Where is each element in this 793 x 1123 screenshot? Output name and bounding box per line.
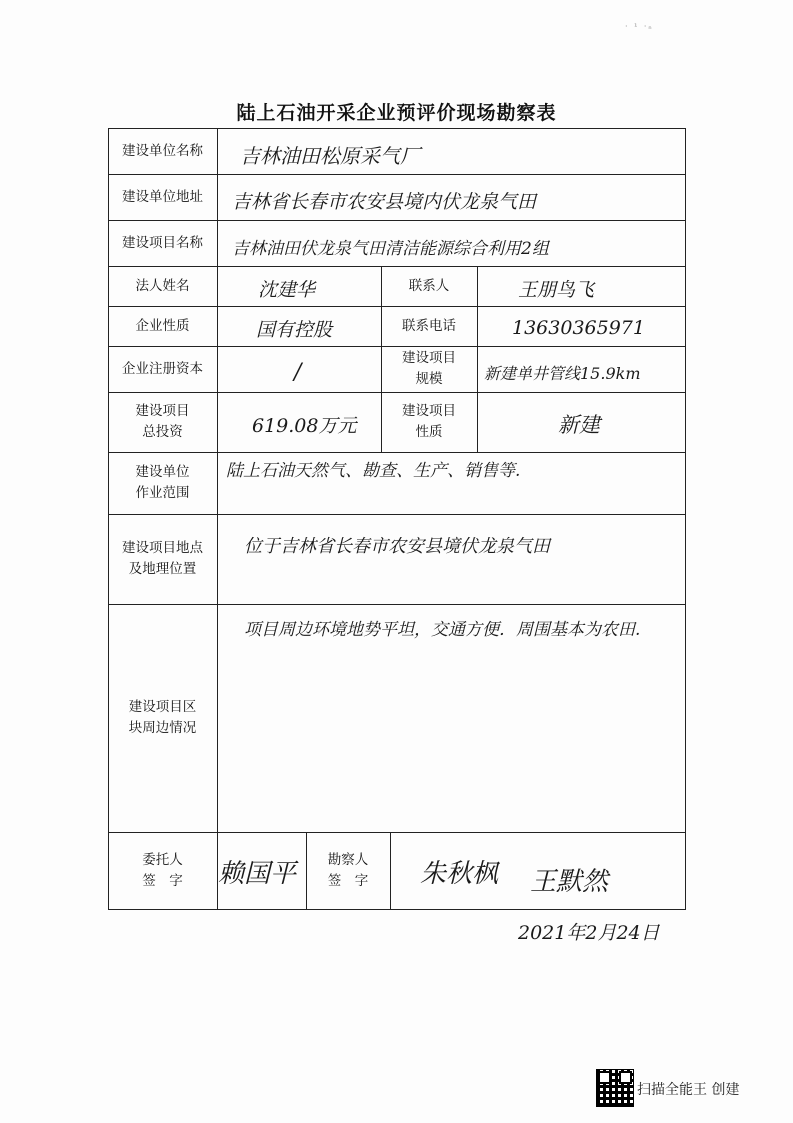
investment-label-line1: 建设项目 — [135, 403, 190, 419]
location-label-line2: 及地理位置 — [128, 561, 197, 577]
location-label-line1: 建设项目地点 — [122, 540, 203, 556]
scale-label-line1: 建设项目 — [402, 350, 456, 366]
surroundings-label-line2: 块周边情况 — [128, 720, 197, 736]
investment-label — [108, 392, 217, 452]
location-value: 位于吉林省长春市农安县境伏龙泉气田 — [244, 536, 550, 557]
column-divider — [217, 128, 218, 910]
column-divider — [390, 832, 391, 910]
nature-value: 新建 — [558, 413, 600, 437]
client-label-line1: 委托人 — [142, 852, 183, 868]
capital-label: 企业注册资本 — [122, 360, 203, 377]
page-title: 陆上石油开采企业预评价现场勘察表 — [236, 102, 557, 124]
work-scope-label — [108, 452, 217, 514]
client-signature-label — [108, 832, 217, 910]
enterprise-type-label: 企业性质 — [135, 317, 190, 334]
nature-label-line2: 性质 — [415, 424, 443, 440]
legal-person-value: 沈建华 — [258, 278, 316, 301]
scale-value: 新建单井管线15.9km — [484, 363, 641, 383]
surveyor-signature-label — [306, 832, 390, 910]
contact-label: 联系人 — [408, 277, 450, 294]
nature-label-line1: 建设项目 — [402, 403, 456, 419]
surveyor-signature-1: 朱秋枫 — [420, 858, 499, 889]
work-scope-value: 陆上石油天然气、勘查、生产、销售等. — [226, 460, 521, 481]
surveyor-label-line1: 勘察人 — [327, 852, 369, 868]
qr-code-icon — [596, 1069, 634, 1107]
contact-value: 王朋鸟飞 — [518, 278, 595, 301]
investment-label-line2: 总投资 — [142, 424, 183, 440]
unit-name-value: 吉林油田松原采气厂 — [240, 143, 420, 168]
legal-person-label: 法人姓名 — [135, 277, 190, 294]
signing-date: 2021年2月24日 — [518, 922, 660, 944]
investment-value: 619.08万元 — [252, 414, 357, 437]
scale-label — [381, 346, 477, 392]
scale-label-line2: 规模 — [415, 371, 443, 387]
project-name-value: 吉林油田伏龙泉气田清洁能源综合利用2组 — [232, 238, 549, 259]
surroundings-label-line1: 建设项目区 — [128, 699, 197, 715]
scanner-brand: 扫描全能王 创建 — [637, 1082, 740, 1098]
nature-label — [381, 392, 477, 452]
scan-marks: · ¹ ·ₙ — [625, 22, 654, 31]
client-signature: 赖国平 — [218, 858, 297, 889]
capital-value: / — [294, 359, 302, 385]
surroundings-value: 项目周边环境地势平坦，交通方便．周围基本为农田. — [244, 619, 641, 640]
client-label-line2: 签 字 — [142, 873, 183, 889]
unit-name-label: 建设单位名称 — [122, 142, 203, 159]
column-divider — [477, 266, 478, 452]
enterprise-type-value: 国有控股 — [256, 318, 333, 341]
work-scope-label-line2: 作业范围 — [135, 485, 190, 501]
surveyor-signature-2: 王默然 — [530, 866, 609, 897]
surveyor-label-line2: 签 字 — [327, 873, 369, 889]
location-label — [108, 514, 217, 604]
phone-value: 13630365971 — [512, 317, 645, 339]
project-name-label: 建设项目名称 — [122, 234, 203, 251]
work-scope-label-line1: 建设单位 — [135, 464, 190, 480]
unit-address-value: 吉林省长春市农安县境内伏龙泉气田 — [232, 190, 537, 213]
phone-label: 联系电话 — [402, 317, 456, 334]
surroundings-label — [108, 604, 217, 832]
unit-address-label: 建设单位地址 — [122, 188, 203, 205]
